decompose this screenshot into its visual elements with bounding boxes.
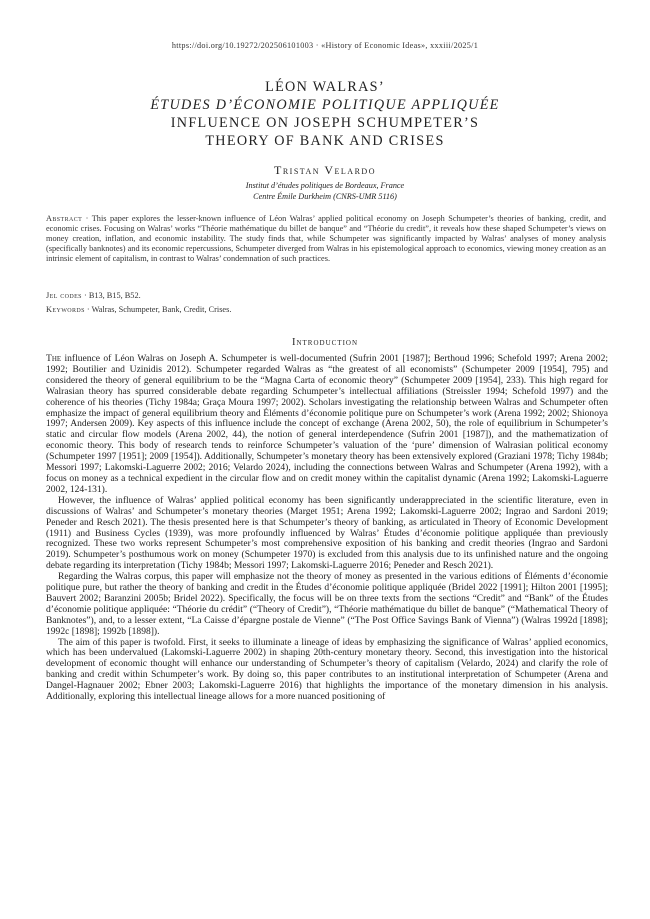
paragraph-2: However, the influence of Walras’ applied political economy has been significantly underappreciated in the scientific literature, even in discussions of Walras’ and Schumpeter’s monetary theories (Marget 1951; Arena 1992; Lakomski-Laguerre 2002; Ingrao and Sardoni 2019; Peneder and Resch 2021). The thesis presented here is that Schumpeter’s theory of banking, as articulated in Theory of Economic Development (1911) and Business Cycles (1939), was more profoundly influenced by Walras’ Études d’économie politique appliquée than previously recognized. These two works represent Schumpeter’s most comprehensive exposition of his banking and credit theories (Ingrao and Sardoni 2019). Schumpeter’s posthumous work on money (Schumpeter 1970) is excluded from this analysis due to its unfinished nature and the ongoing debate regarding its interpretation (Tichy 1984b; Messori 1997; Lakomski-Laguerre 2016; Peneder and Resch 2021). [46,494,608,572]
title-line-4: THEORY OF BANK AND CRISES [205,133,445,149]
keywords [46,305,606,314]
jel-label: Jel codes [46,291,82,300]
abstract [46,214,606,264]
section-heading: Introduction [291,337,359,348]
title-line-2: ÉTUDES D’ÉCONOMIE POLITIQUE APPLIQUÉE [150,97,500,113]
author-affiliation [0,180,650,202]
jel-text: · B13, B15, B52. [81,291,141,300]
paragraph-4: The aim of this paper is twofold. First, it seeks to illuminate a lineage of ideas by emphasizing the significance of Walras’ applied economics, which has been undervalued (Lakomski-Laguerre 2002) in shaping 20th-century monetary theory. Second, this investigation into the historical development of economic thought will enhance our understanding of Schumpeter’s theory of capitalism (Velardo, 2024) and clarify the role of banking and credit within Schumpeter’s work. By doing so, this paper contributes to an institutional interpretation of Schumpeter (Arena and Dangel-Hagnauer 2002; Ebner 2003; Lakomski-Laguerre 2016) that highlights the importance of the monetary dimension in his analysis. Additionally, exploring this intellectual lineage allows for a more nuanced positioning of [46,636,608,703]
keywords-label: Keywords [46,305,85,314]
article-title [0,78,650,150]
paragraph-1-text: influence of Léon Walras on Joseph A. Schumpeter is well-documented (Sufrin 2001 [1987]; Berthoud 1996; Schefold 1997; Arena 2002; 1992; Boutilier and Uzinidis 2012). Schumpeter regarded Walras as “the greatest of all economists” (Schumpeter 2009 [1954], 795) and considered the theory of general equilibrium to be the “Magna Carta of economic theory” (Schumpeter 2009 [1954], 233). This high regard for Walrasian theory has spurred considerable debate regarding Schumpeter’s intellectual affiliations (Streissler 1994; Schefold 1997) and the coherence of his theories (Tichy 1984a; Graça Moura 1997; 2002). Scholars investigating the relationship between Walras and Schumpeter often emphasize the impact of general equilibrium theory and Éléments d’économie politique pure on Schumpeter’s work (Arena 1992; 2002; Shionoya 1997; Andersen 2009). Key aspects of this influence include the concept of exchange (Arena 2002, 50), the role of equilibrium in Schumpeter’s static and circular flow models (Arena 2002, 44), the notion of general interdependence (Sufrin 2001 [1987]), and the mathematization of economic theory. This body of research tends to reinforce Schumpeter’s valuation of the ‘pure’ dimension of Walrasian political economy (Schumpeter 1997 [1951]; 2009 [1954]). Additionally, Schumpeter’s monetary theory has been extensively explored (Graziani 1978; Tichy 1984b; Messori 1997; Lakomski-Laguerre 2002; 2016; Velardo 2024), including the connections between Walras and Schumpeter (Arena 1992), with a focus on money as a technical expedient in the circular flow and on credit money within the capitalist dynamic (Arena 1992; Lakomski-Laguerre 2002, 124-131). [46,353,608,495]
paragraph-3: Regarding the Walras corpus, this paper will emphasize not the theory of money as presented in the various editions of Éléments d’économie politique pure, but rather the theory of banking and credit in the Études d’économie politique appliquée (Bridel 2022 [1991]; Hilton 2001 [1995]; Bauvert 2002; Baranzini 2005b; Bridel 2022). Specifically, the focus will be on three texts from the sections “Credit” and “Bank” of the Études d’économie politique appliquée: “Théorie du crédit” (“Theory of Credit”), “Théorie mathématique du billet de banque” (“Mathematical Theory of Banknotes”), and, to a lesser extent, “La Caisse d’épargne postale de Vienne” (“The Post Office Savings Bank of Vienna”) (Walras 1992d [1898]; 1992c [1898]; 1992b [1898]). [46,571,608,637]
affiliation-line-1: Institut d’études politiques de Bordeaux, France [245,181,405,190]
keywords-text: · Walras, Schumpeter, Bank, Credit, Crises. [84,305,232,314]
title-line-3: INFLUENCE ON JOSEPH SCHUMPETER’S [170,115,480,131]
affiliation-line-2: Centre Émile Durkheim (CNRS-UMR 5116) [253,192,397,201]
title-line-1: LÉON WALRAS’ [265,79,385,95]
abstract-text: · This paper explores the lesser-known influence of Léon Walras’ applied political economy on Joseph Schumpeter’s theories of banking, credit, and economic crises. Focusing on Walras’ works “Théorie mathématique du billet de banque” and “Théorie du credit”, it reveals how these shaped Schumpeter’s views on money creation, inflation, and economic instability. The study finds that, while Schumpeter was significantly impacted by Walras’ analyses of money analysis (specifically banknotes) and its economic repercussions, Schumpeter diverged from Walras in his epistemological approach to economics, viewing money creation as an intrinsic element of capitalism, in contrast to Walras’ condemnation of such practices. [46,214,606,264]
running-head: https://doi.org/10.19272/202506101003 · «History of Economic Ideas», xxxiii/2025/1 [171,41,479,50]
author-name: Tristan Velardo [274,163,376,177]
jel-codes [46,291,606,300]
paragraph-1-lead: The [46,353,62,364]
body-text [46,354,608,703]
abstract-label: Abstract [46,214,83,223]
paragraph-1 [46,354,608,496]
